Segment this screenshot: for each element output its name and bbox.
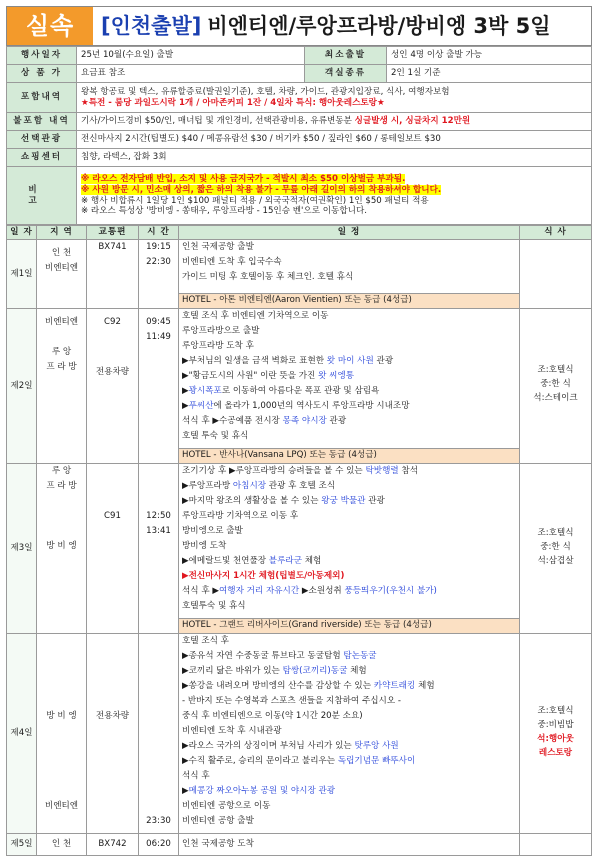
day-place <box>37 240 87 309</box>
opt-value: 전신마사지 2시간(팁별도) $40 / 메콩유람선 $30 / 버기카 $50 / 짚라인 $60 / 롱테일보트 $30 <box>77 131 592 149</box>
price-value: 요금표 참조 <box>77 65 305 83</box>
meal-line: 조:호텔식 <box>537 527 574 538</box>
itinerary-line: 비엔티엔 도착 후 입국수속 <box>182 257 282 267</box>
itinerary-line: 호텔 조식 후 <box>182 636 229 646</box>
day-itinerary <box>179 634 520 834</box>
transport-text: C91 <box>104 511 121 521</box>
place-line: 비엔티엔 <box>44 317 79 327</box>
itinerary-page <box>6 6 592 856</box>
day-row <box>7 240 592 309</box>
itinerary-line: ▶코끼리 닮은 바위가 있는 탐쌍(코끼리)동굴 체험 <box>182 666 367 676</box>
day-transport <box>87 464 139 634</box>
itinerary-line: 루앙프라방으로 출발 <box>182 326 260 336</box>
day-times: 06:20 <box>139 834 179 856</box>
excl-value <box>77 113 592 131</box>
place-line: 루 앙 <box>51 466 72 476</box>
itinerary-line: ▶쏭강을 내려오며 방비엥의 산수를 감상할 수 있는 카약트래킹 체험 <box>182 681 435 691</box>
itinerary-line: 루앙프라방 기차역으로 이동 후 <box>182 511 299 521</box>
itinerary-line: 조기기상 후 ▶루앙프라방의 승려들을 볼 수 있는 탁밧행렬 참석 <box>182 466 419 476</box>
itinerary-line: 석식 후 <box>182 771 210 781</box>
itinerary-line: ▶종유석 자연 수중동굴 튜브타고 동굴탐험 탐논동굴 <box>182 651 377 661</box>
day-label: 제1일 <box>7 240 37 309</box>
day-place <box>37 309 87 464</box>
hdr-place: 지 역 <box>37 226 87 240</box>
day-row <box>7 834 592 856</box>
meal-line: 중:비빔밥 <box>537 719 574 730</box>
day-meals <box>520 464 592 634</box>
place-line: 비엔티엔 <box>44 801 79 811</box>
itinerary-line: 비엔티엔 도착 후 시내관광 <box>182 726 282 736</box>
day-label: 제2일 <box>7 309 37 464</box>
transport-text: 전용차량 <box>95 711 130 721</box>
incl-line-1: 왕복 항공료 및 텍스, 유류할증료(발권일기준), 호텔, 차량, 가이드, 관광지입장료, 식사, 여행자보험 <box>81 86 450 97</box>
day-itinerary <box>179 309 520 464</box>
day-itinerary <box>179 464 520 634</box>
title-bar <box>6 6 592 46</box>
room-label: 객실종류 <box>305 65 387 83</box>
excl-single-charge: 싱글발생 시, 싱글차지 12만원 <box>354 116 471 127</box>
hdr-transport: 교통편 <box>87 226 139 240</box>
meal-line: 조:호텔식 <box>537 365 574 375</box>
note-line-3: ※ 행사 비합류시 1일당 1인 $100 패널티 적용 / 외국국적자(여권확인) 1인 $50 패널티 적용 <box>81 195 429 206</box>
hdr-itinerary: 일 정 <box>179 226 520 240</box>
incl-line-2: ★특전 - 룸당 과일도시락 1개 / 아마존커피 1잔 / 4일차 특식: 행아웃레스토랑★ <box>81 97 385 108</box>
day-place <box>37 464 87 634</box>
itinerary-line: 가이드 미팅 후 호텔이동 후 체크인. 호텔 휴식 <box>182 272 354 282</box>
itinerary-line: - 반바지 또는 수영복과 스포츠 샌들을 지참하여 주십시오 - <box>182 696 401 706</box>
day-meals <box>520 240 592 309</box>
itinerary-line: ▶메콩강 짜오아누봉 공원 및 야시장 관광 <box>182 786 336 796</box>
itinerary-line: 인천 국제공항 출발 <box>182 242 254 252</box>
itinerary-line: 석식 후 ▶여행자 거리 자유시간 ▶소원성취 풍등띄우기(우천시 불가) <box>182 586 437 596</box>
itinerary-line: ▶에메랄드빛 천연풀장 블루라군 체험 <box>182 556 322 566</box>
day-place: 인 천 <box>37 834 87 856</box>
title-departure: [인천출발] <box>101 13 202 38</box>
title-badge: 실속 <box>7 7 93 45</box>
title-text <box>93 7 591 45</box>
place-line: 비엔티엔 <box>44 263 79 273</box>
day-place <box>37 634 87 834</box>
itinerary-line: 방비엥으로 출발 <box>182 526 243 536</box>
itinerary-line: 중식 후 비엔티엔으로 이동(약 1시간 20분 소요) <box>182 711 363 721</box>
hotel-line: HOTEL - 반사나(Vansana LPQ) 또는 동급 (4성급) <box>179 448 519 463</box>
hdr-meal: 식 사 <box>520 226 592 240</box>
hotel-line: HOTEL - 아톤 비엔티엔(Aaron Vientien) 또는 동급 (4성급) <box>179 293 519 308</box>
place-line: 방 비 엥 <box>46 541 77 551</box>
day-meals <box>520 309 592 464</box>
time-line: 09:45 <box>146 317 171 327</box>
schedule-table <box>6 225 592 856</box>
itinerary-line: 비엔티엔 공항으로 이동 <box>182 801 271 811</box>
time-line: 23:30 <box>146 816 171 826</box>
price-label: 상 품 가 <box>7 65 77 83</box>
itinerary-line: 석식 후 ▶수공예품 전시장 몽족 야시장 관광 <box>182 416 347 426</box>
meal-line: 레스토랑 <box>538 747 573 758</box>
day-meals <box>520 834 592 856</box>
info-table <box>6 46 592 225</box>
day-times <box>139 309 179 464</box>
itinerary-line: ▶"황금도시의 사원" 이란 뜻을 가진 왓 씨엥통 <box>182 371 355 381</box>
min-value: 성인 4명 이상 출발 가능 <box>387 47 592 65</box>
place-line: 프 라 방 <box>46 481 77 491</box>
hdr-time: 시 간 <box>139 226 179 240</box>
incl-label: 포함내역 <box>7 83 77 113</box>
opt-label: 선택관광 <box>7 131 77 149</box>
transport-text: C92 <box>104 317 121 327</box>
room-value: 2인 1실 기준 <box>387 65 592 83</box>
itinerary-line: ▶수직 활주로, 승리의 문이라고 불리우는 독립기념문 빠뚜사이 <box>182 756 416 766</box>
place-line: 프 라 방 <box>46 362 77 372</box>
period-label: 행사일자 <box>7 47 77 65</box>
day-transport <box>87 240 139 309</box>
day-row <box>7 464 592 634</box>
time-line: 13:41 <box>146 526 171 536</box>
time-line: 11:49 <box>146 332 171 342</box>
day-row <box>7 309 592 464</box>
period-value: 25년 10월(수요일) 출발 <box>77 47 305 65</box>
place-line: 루 앙 <box>51 347 72 357</box>
day-label: 제5일 <box>7 834 37 856</box>
time-line: 19:15 <box>146 242 171 252</box>
shop-value: 침향, 라텍스, 잡화 3회 <box>77 149 592 167</box>
day-row <box>7 634 592 834</box>
excl-label: 불포함 내역 <box>7 113 77 131</box>
itinerary-line: 호텔투숙 및 휴식 <box>182 601 246 611</box>
itinerary-line: 루앙프라방 도착 후 <box>182 341 254 351</box>
itinerary-line: 호텔 조식 후 비엔티엔 기차역으로 이동 <box>182 311 329 321</box>
meal-line: 중:한 식 <box>540 541 571 552</box>
itinerary-line: ▶전신마사지 1시간 체험(팁별도/아동제외) <box>182 571 345 581</box>
itinerary-line: ▶루앙프라방 아침시장 관광 후 호텔 조식 <box>182 481 336 491</box>
hdr-day: 일 자 <box>7 226 37 240</box>
transport-text: 전용차량 <box>95 367 130 377</box>
itinerary-line: ▶라오스 국가의 상징이며 부처님 사리가 있는 탓루앙 사원 <box>182 741 399 751</box>
day-transport <box>87 309 139 464</box>
time-line: 22:30 <box>146 257 171 267</box>
day-transport <box>87 634 139 834</box>
transport-text: BX741 <box>98 242 127 252</box>
incl-value <box>77 83 592 113</box>
place-line: 방 비 엥 <box>46 711 77 721</box>
place-line: 인 천 <box>51 248 72 258</box>
day-times <box>139 634 179 834</box>
note-label: 비 고 <box>7 167 77 225</box>
note-value <box>77 167 592 225</box>
note-line-2: ※ 사원 방문 시, 민소매 상의, 짧은 하의 착용 불가 - 무릎 아래 길이의 하의 착용하셔야 합니다. <box>81 184 442 195</box>
meal-line: 중:한 식 <box>540 379 571 389</box>
shop-label: 쇼핑센터 <box>7 149 77 167</box>
itinerary-line: ▶꽝시폭포로 이동하여 아름다운 폭포 관광 및 삼림욕 <box>182 386 380 396</box>
meal-line: 석:행아웃 <box>537 733 574 744</box>
itinerary-line: ▶푸씨산에 올라가 1,000년의 역사도시 루앙프라방 시내조망 <box>182 401 410 411</box>
itinerary-line: 방비엥 도착 <box>182 541 227 551</box>
hotel-line: HOTEL - 그랜드 리버사이드(Grand riverside) 또는 동급 (4성급) <box>179 618 519 633</box>
itinerary-line: ▶마지막 왕조의 생활상을 볼 수 있는 왕궁 박물관 관광 <box>182 496 385 506</box>
day-transport: BX742 <box>87 834 139 856</box>
itinerary-line: 호텔 투숙 및 휴식 <box>182 431 249 441</box>
meal-line: 조:호텔식 <box>537 705 574 716</box>
time-line: 12:50 <box>146 511 171 521</box>
day-meals <box>520 634 592 834</box>
day-times <box>139 240 179 309</box>
day-itinerary: 인천 국제공항 도착 <box>179 834 520 856</box>
day-label: 제4일 <box>7 634 37 834</box>
meal-line: 석:삼겹살 <box>537 555 574 566</box>
place-line <box>40 332 83 347</box>
itinerary-line: 비엔티엔 공항 출발 <box>182 816 254 826</box>
day-label: 제3일 <box>7 464 37 634</box>
note-line-1: ※ 라오스 전자담배 반입, 소지 및 사용 금지국가 - 적발시 최소 $50 이상벌금 부과됨. <box>81 174 406 185</box>
day-times <box>139 464 179 634</box>
meal-line: 석:스테이크 <box>533 393 578 403</box>
title-main: 비엔티엔/루앙프라방/방비엥 3박 5일 <box>207 13 551 38</box>
itinerary-line: ▶부처님의 일생을 금색 벽화로 표현한 왓 마이 사원 관광 <box>182 356 394 366</box>
note-line-4: ※ 라오스 특성상 '방비엥 - 쏭태우, 루앙프라방 - 15인승 벤'으로 이동합니다. <box>81 206 367 217</box>
day-itinerary <box>179 240 520 309</box>
excl-text: 기사/가이드경비 $50/인, 매너팁 및 개인경비, 선택관광비용, 유류변동분 <box>81 116 355 127</box>
min-label: 최소출발 <box>305 47 387 65</box>
